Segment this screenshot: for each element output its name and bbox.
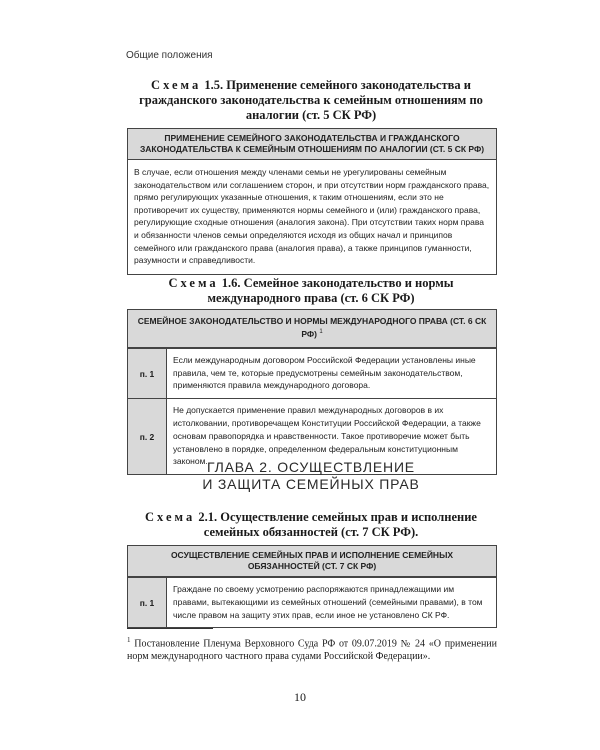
box-text: В случае, если отношения между членами семьи не урегулированы семейным законодательством или соглашением сторон, и при отсутствии норм гражданского права, прямо регулирующих указанные отношения, к таким отношениям, если это не противоречит их существу, применяются нормы семейного и (или) гражданского права, регулирующие сходные отношения (аналогия закона). При отсутствии таких норм права и обязанности членов семьи определяются исходя из общих начал и принципов семейного или гражданского права (аналогия права), а также принципов гуманности, разумности и справедливости. [134, 167, 490, 266]
footnote [127, 634, 497, 663]
chapter-title-line-2: И ЗАЩИТА СЕМЕЙНЫХ ПРАВ [202, 476, 420, 492]
chapter-title [126, 459, 496, 493]
scheme-1-6-title [126, 276, 496, 306]
box-header: ПРИМЕНЕНИЕ СЕМЕЙНОГО ЗАКОНОДАТЕЛЬСТВА И ГРАЖДАНСКОГО ЗАКОНОДАТЕЛЬСТВА К СЕМЕЙНЫМ ОТНОШЕНИЯМ ПО АНАЛОГИИ (СТ. 5 СК РФ) [128, 129, 496, 160]
scheme-1-5-box [127, 128, 497, 275]
scheme-1-5-title [126, 78, 496, 123]
footnote-text: Постановление Пленума Верховного Суда РФ от 09.07.2019 № 24 «О применении норм международного частного права судами Российской Федерации». [127, 638, 498, 663]
scheme-word: Схема [151, 78, 202, 92]
scheme-title-text: 2.1. Осуществление семейных прав и исполнение семейных обязанностей (ст. 7 СК РФ). [198, 510, 477, 539]
box-header-text: СЕМЕЙНОЕ ЗАКОНОДАТЕЛЬСТВО И НОРМЫ МЕЖДУНАРОДНОГО ПРАВА (СТ. 6 СК РФ) [137, 316, 487, 339]
row-label: п. 2 [128, 399, 167, 474]
scheme-word: Схема [145, 510, 196, 524]
page-number: 10 [294, 690, 306, 704]
row-text: Не допускается применение правил международных договоров в их истолковании, противоречащем Конституции Российской Федерации, а также основам правопорядка и нравственности. Такое противоречие может быть установлено в порядке, определенном федеральным конституционным законом. [173, 405, 481, 467]
footnote-reference[interactable]: 1 [319, 329, 323, 335]
footnote-divider [127, 628, 213, 629]
scheme-title-text: 1.6. Семейное законодательство и нормы международного права (ст. 6 СК РФ) [207, 276, 454, 305]
row-label: п. 1 [128, 578, 167, 627]
scheme-2-1-title [126, 510, 496, 540]
row-text: Если международным договором Российской Федерации установлены иные правила, чем те, которые предусмотрены семейным законодательством, применяются правила международного договора. [173, 354, 476, 391]
running-head: Общие положения [126, 50, 213, 61]
scheme-word: Схема [168, 276, 219, 290]
table-row [128, 577, 496, 627]
table-row [128, 348, 496, 398]
scheme-title-text: 1.5. Применение семейного законодательства и гражданского законодательства к семейным отношениям по аналогии (ст. 5 СК РФ) [139, 78, 483, 122]
row-label: п. 1 [128, 349, 167, 398]
footnote-mark: 1 [127, 636, 131, 644]
row-text: Граждане по своему усмотрению распоряжаются принадлежащими им правами, вытекающими из семейных отношений (семейными правами), в том числе правом на защиту этих прав, если иное не установлено СК РФ. [173, 584, 483, 620]
chapter-title-line-1: ГЛАВА 2. ОСУЩЕСТВЛЕНИЕ [207, 459, 415, 475]
box-header: ОСУЩЕСТВЛЕНИЕ СЕМЕЙНЫХ ПРАВ И ИСПОЛНЕНИЕ СЕМЕЙНЫХ ОБЯЗАННОСТЕЙ (СТ. 7 СК РФ) [128, 546, 496, 577]
box-header [128, 310, 496, 348]
scheme-1-6-box [127, 309, 497, 475]
scheme-2-1-box [127, 545, 497, 628]
